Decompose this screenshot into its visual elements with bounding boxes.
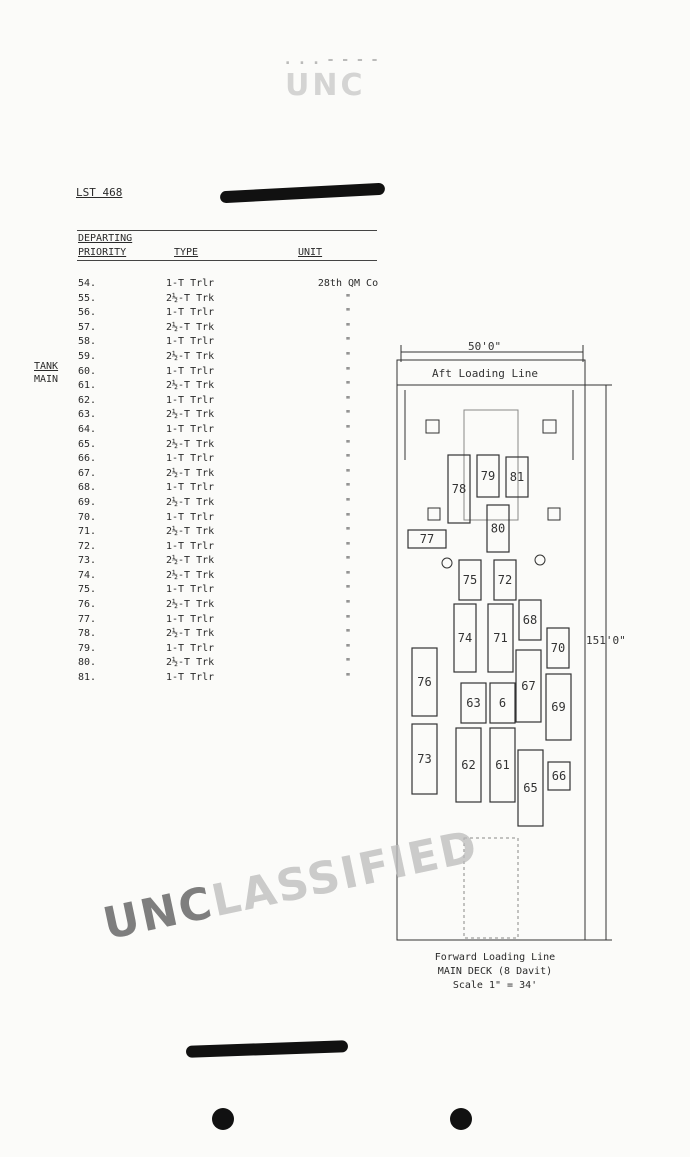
priority-cell: 65. bbox=[78, 438, 97, 450]
vehicle-label-71: 71 bbox=[493, 631, 508, 645]
unit-cell: " bbox=[344, 365, 352, 377]
header-type: TYPE bbox=[174, 247, 199, 258]
davit-square bbox=[426, 420, 439, 433]
margin-note-tank: TANK bbox=[34, 361, 59, 372]
priority-cell: 59. bbox=[78, 350, 97, 362]
unit-cell: " bbox=[344, 555, 352, 567]
priority-cell: 71. bbox=[78, 526, 97, 538]
type-cell: 2½-T Trk bbox=[166, 569, 215, 581]
stamp-dashes: . . . - - - - bbox=[285, 52, 380, 68]
vehicle-label-77: 77 bbox=[419, 532, 435, 546]
type-cell: 2½-T Trk bbox=[166, 628, 215, 640]
type-cell: 2½-T Trk bbox=[166, 438, 215, 450]
priority-cell: 67. bbox=[78, 467, 97, 479]
vehicle-label-79: 79 bbox=[480, 469, 496, 483]
priority-cell: 74. bbox=[78, 569, 97, 581]
type-cell: 1-T Trlr bbox=[166, 307, 215, 319]
vehicle-label-63: 63 bbox=[466, 696, 481, 710]
type-cell: 2½-T Trk bbox=[166, 409, 215, 421]
priority-cell: 57. bbox=[78, 321, 97, 333]
type-cell: 2½-T Trk bbox=[166, 380, 215, 392]
caption-main-deck: MAIN DECK (8 Davit) bbox=[437, 966, 553, 977]
unit-cell: 28th QM Co bbox=[317, 278, 379, 289]
punch-hole bbox=[212, 1108, 234, 1130]
priority-cell: 54. bbox=[78, 278, 97, 289]
type-cell: 2½-T Trk bbox=[166, 321, 215, 333]
vehicle-label-81: 81 bbox=[509, 470, 525, 484]
margin-note-main: MAIN bbox=[34, 374, 59, 385]
vehicle-label-66: 66 bbox=[551, 769, 567, 783]
vehicle-label-67: 67 bbox=[521, 679, 536, 693]
priority-cell: 55. bbox=[78, 292, 97, 304]
unit-cell: " bbox=[344, 380, 352, 392]
type-cell: 2½-T Trk bbox=[166, 467, 215, 479]
unit-cell: " bbox=[344, 453, 352, 465]
priority-cell: 58. bbox=[78, 336, 97, 348]
type-cell: 1-T Trlr bbox=[166, 365, 215, 377]
priority-cell: 81. bbox=[78, 672, 97, 684]
unit-cell: " bbox=[344, 628, 352, 640]
type-cell: 1-T Trlr bbox=[166, 511, 215, 523]
vehicle-layout bbox=[408, 455, 571, 826]
priority-cell: 66. bbox=[78, 453, 97, 465]
unit-cell: " bbox=[344, 496, 352, 508]
unit-cell: " bbox=[344, 482, 352, 494]
type-cell: 2½-T Trk bbox=[166, 526, 215, 538]
unit-cell: " bbox=[344, 409, 352, 421]
vehicle-label-76: 76 bbox=[417, 675, 432, 689]
priority-cell: 60. bbox=[78, 365, 97, 377]
type-cell: 2½-T Trk bbox=[166, 350, 215, 362]
priority-cell: 64. bbox=[78, 423, 97, 435]
davit-square bbox=[548, 508, 560, 520]
unit-cell: " bbox=[344, 394, 352, 406]
type-cell: 1-T Trlr bbox=[166, 540, 215, 552]
stamp-bottom-dark: UNC bbox=[98, 877, 218, 951]
type-cell: 2½-T Trk bbox=[166, 496, 215, 508]
vehicle-label-68: 68 bbox=[522, 613, 538, 627]
caption-scale: Scale 1" = 34' bbox=[452, 980, 538, 991]
vehicle-label-72: 72 bbox=[497, 573, 513, 587]
type-cell: 2½-T Trk bbox=[166, 657, 215, 669]
header-priority: DEPARTING PRIORITY bbox=[78, 233, 133, 258]
unit-cell: " bbox=[344, 511, 352, 523]
unit-cell: " bbox=[344, 540, 352, 552]
type-cell: 1-T Trlr bbox=[166, 584, 215, 596]
priority-cell: 63. bbox=[78, 409, 97, 421]
unit-cell: " bbox=[344, 613, 352, 625]
priority-cell: 77. bbox=[78, 613, 97, 625]
unit-cell: " bbox=[344, 642, 352, 654]
stanchion-circle bbox=[442, 558, 452, 568]
stamp-text: UNC bbox=[285, 68, 366, 103]
priority-cell: 75. bbox=[78, 584, 97, 596]
aft-loading-label: Aft Loading Line bbox=[432, 367, 538, 380]
unit-cell: " bbox=[344, 467, 352, 479]
width-label: 50'0" bbox=[468, 340, 502, 353]
unit-cell: " bbox=[344, 672, 352, 684]
length-label: 151'0" bbox=[586, 634, 626, 647]
unit-cell: " bbox=[344, 321, 352, 333]
type-cell: 2½-T Trk bbox=[166, 555, 215, 567]
hatch-outline bbox=[464, 410, 518, 520]
unit-cell: " bbox=[344, 292, 352, 304]
vehicle-label-64: 6 bbox=[498, 696, 507, 710]
type-cell: 2½-T Trk bbox=[166, 292, 215, 304]
priority-cell: 69. bbox=[78, 496, 97, 508]
unit-cell: " bbox=[344, 307, 352, 319]
priority-cell: 61. bbox=[78, 380, 97, 392]
unit-cell: " bbox=[344, 350, 352, 362]
stanchion-circle bbox=[535, 555, 545, 565]
diagram-caption bbox=[395, 951, 595, 993]
vehicle-label-65: 65 bbox=[523, 781, 538, 795]
punch-hole bbox=[450, 1108, 472, 1130]
type-cell: 2½-T Trk bbox=[166, 599, 215, 611]
priority-cell: 79. bbox=[78, 642, 97, 654]
vehicle-label-74: 74 bbox=[457, 631, 473, 645]
priority-cell: 70. bbox=[78, 511, 97, 523]
type-cell: 1-T Trlr bbox=[166, 278, 215, 289]
stamp-bottom-faint: LASSIFIED bbox=[207, 820, 483, 928]
vehicle-label-61: 61 bbox=[495, 758, 510, 772]
type-cell: 1-T Trlr bbox=[166, 423, 215, 435]
header-unit: UNIT bbox=[298, 247, 323, 258]
priority-cell: 78. bbox=[78, 628, 97, 640]
type-cell: 1-T Trlr bbox=[166, 336, 215, 348]
vehicle-label-62: 62 bbox=[461, 758, 476, 772]
type-cell: 1-T Trlr bbox=[166, 613, 215, 625]
type-cell: 1-T Trlr bbox=[166, 394, 215, 406]
priority-cell: 62. bbox=[78, 394, 97, 406]
priority-cell: 68. bbox=[78, 482, 97, 494]
type-cell: 1-T Trlr bbox=[166, 482, 215, 494]
caption-forward-line: Forward Loading Line bbox=[434, 952, 556, 963]
unit-cell: " bbox=[344, 584, 352, 596]
type-cell: 1-T Trlr bbox=[166, 672, 215, 684]
document-id: LST 468 bbox=[76, 186, 123, 199]
unit-cell: " bbox=[344, 569, 352, 581]
type-cell: 1-T Trlr bbox=[166, 642, 215, 654]
unit-cell: " bbox=[344, 526, 352, 538]
unit-cell: " bbox=[344, 599, 352, 611]
unit-cell: " bbox=[344, 423, 352, 435]
unit-cell: " bbox=[344, 657, 352, 669]
priority-cell: 72. bbox=[78, 540, 97, 552]
vehicle-label-80: 80 bbox=[490, 521, 506, 536]
vehicle-label-75: 75 bbox=[462, 573, 478, 587]
unit-cell: " bbox=[344, 336, 352, 348]
davit-square bbox=[428, 508, 440, 520]
vehicle-label-73: 73 bbox=[417, 752, 432, 766]
vehicle-label-78: 78 bbox=[451, 482, 467, 496]
davit-square bbox=[543, 420, 556, 433]
priority-cell: 80. bbox=[78, 657, 97, 669]
priority-cell: 56. bbox=[78, 307, 97, 319]
vehicle-label-70: 70 bbox=[550, 641, 566, 655]
type-cell: 1-T Trlr bbox=[166, 453, 215, 465]
priority-cell: 73. bbox=[78, 555, 97, 567]
vehicle-label-69: 69 bbox=[551, 700, 566, 714]
priority-cell: 76. bbox=[78, 599, 97, 611]
unit-cell: " bbox=[344, 438, 352, 450]
